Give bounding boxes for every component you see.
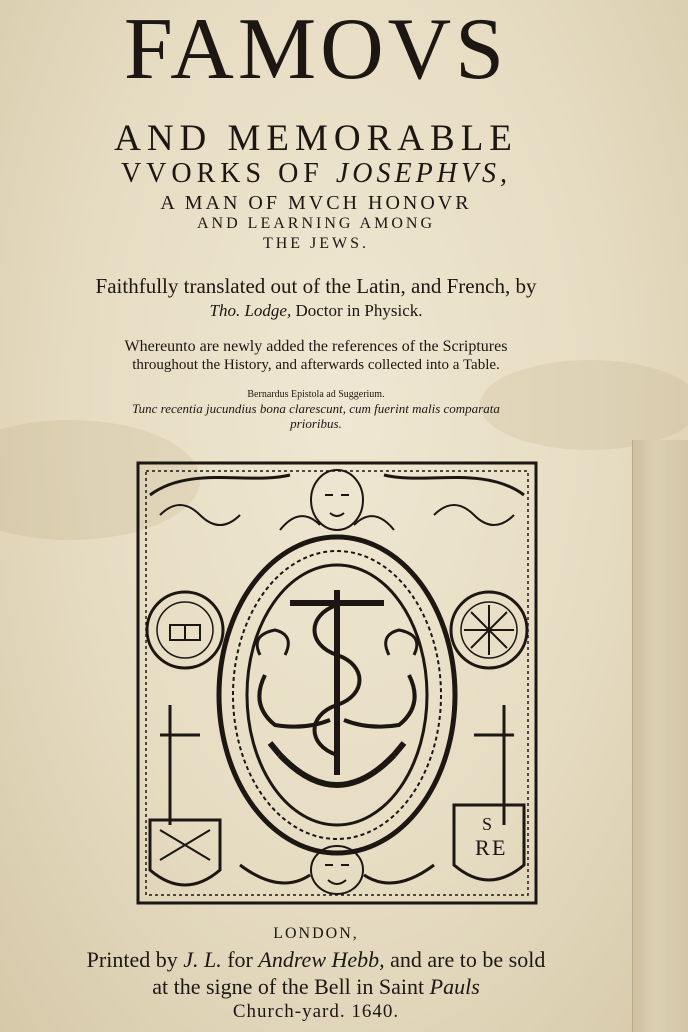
- star-icon: [464, 605, 514, 655]
- translator-name: Tho. Lodge,: [209, 301, 292, 320]
- device-monogram-left: R: [475, 835, 490, 860]
- references-note: Whereunto are newly added the references of the Scriptures: [124, 338, 508, 355]
- imprint-date-line: Church-yard. 1640.: [232, 1001, 400, 1022]
- device-monogram-right: E: [492, 835, 506, 860]
- printers-device-woodcut: [130, 455, 544, 911]
- subtitle-line: A MAN OF MVCH HONOVR: [160, 192, 472, 214]
- translation-note: Faithfully translated out of the Latin, and French, by: [95, 274, 537, 298]
- book-title: FAMOVS: [123, 1, 509, 98]
- imprint-text: Printed by: [86, 947, 184, 972]
- epigraph-text: Tunc recentia jucundius bona clarescunt, cum fuerint malis comparata: [132, 401, 500, 416]
- author-name: JOSEPHVS,: [335, 158, 512, 189]
- page-edge-strip: [632, 440, 688, 1032]
- subtitle-line: AND LEARNING AMONG: [197, 215, 435, 232]
- subtitle-line: [0, 158, 632, 190]
- translator-title: Doctor in Physick.: [291, 301, 423, 320]
- references-note: throughout the History, and afterwards collected into a Table.: [132, 357, 500, 373]
- publisher-name: Andrew Hebb,: [258, 947, 385, 972]
- imprint-text: at the signe of the Bell in Saint: [152, 974, 430, 999]
- book-icon: [170, 625, 200, 640]
- device-monogram-top: S: [482, 814, 493, 834]
- epigraph-text: prioribus.: [290, 416, 342, 431]
- strapwork-top: [150, 475, 524, 495]
- mask-head-top: [311, 470, 363, 530]
- subtitle-text: VVORKS OF: [120, 158, 336, 189]
- subtitle-line: AND MEMORABLE: [114, 118, 518, 159]
- imprint-line: [0, 973, 632, 1001]
- translator-line: [0, 300, 632, 322]
- fruit-garland: [280, 516, 394, 530]
- anchor-icon: [270, 590, 404, 785]
- printer-initials: J. L.: [183, 947, 222, 972]
- imprint-text: for: [221, 947, 259, 972]
- imprint-place: Pauls: [429, 974, 480, 999]
- imprint-line: [0, 946, 632, 974]
- imprint-city: LONDON,: [273, 925, 359, 942]
- epigraph-source: Bernardus Epistola ad Suggerium.: [247, 389, 385, 400]
- strapwork-bottom: [240, 865, 434, 883]
- imprint-text: and are to be sold: [384, 947, 546, 972]
- subtitle-line: THE JEWS.: [262, 235, 370, 252]
